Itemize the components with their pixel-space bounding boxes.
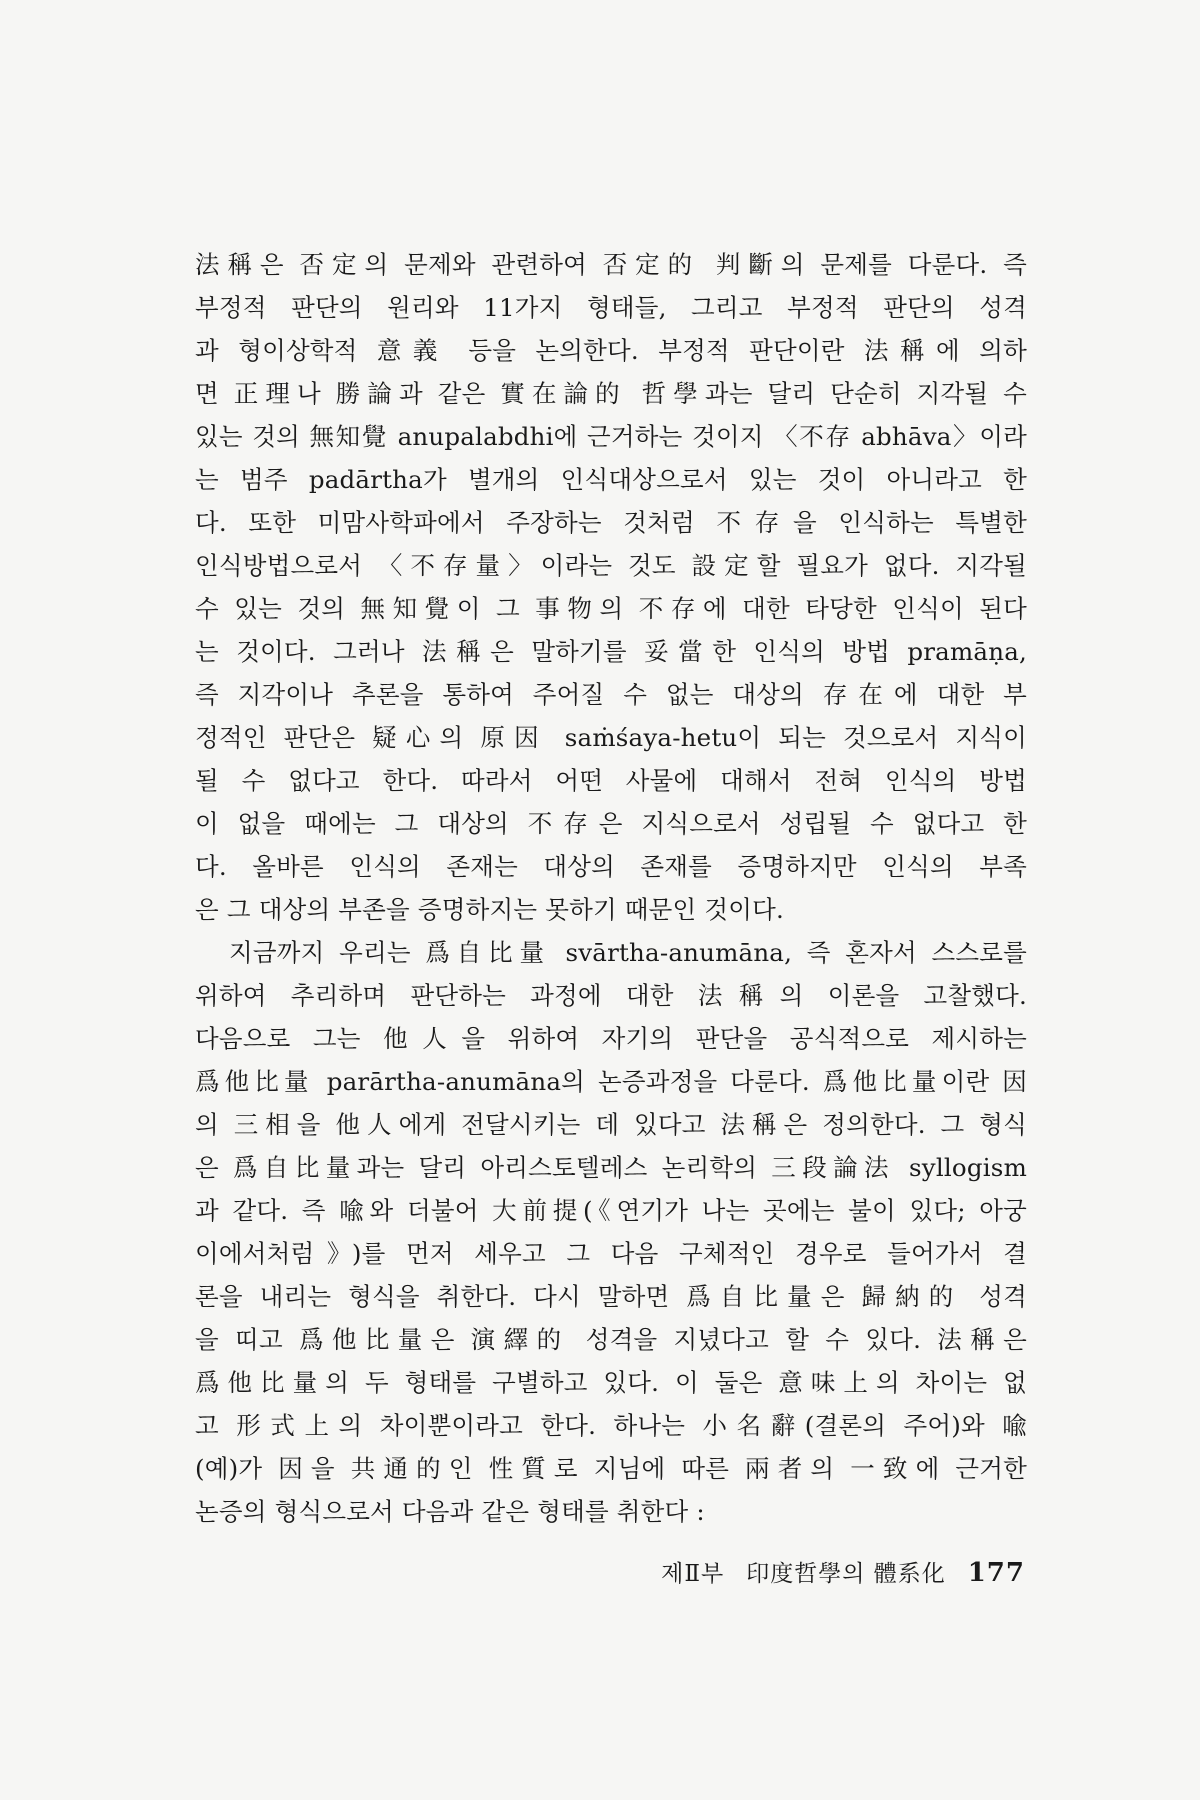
text-line: 즉 지각이나 추론을 통하여 주어질 수 없는 대상의 存在에 대한 부 (195, 680, 1027, 709)
text-line: 의 三相을 他人에게 전달시키는 데 있다고 法稱은 정의한다. 그 형식 (195, 1110, 1027, 1139)
text-line: 는 것이다. 그러나 法稱은 말하기를 妥當한 인식의 방법 pramāṇa, (195, 637, 1027, 666)
text-line: 과 같다. 즉 喩와 더불어 大前提(《연기가 나는 곳에는 불이 있다; 아궁 (195, 1196, 1027, 1225)
text-line: 있는 것의 無知覺 anupalabdhi에 근거하는 것이지 〈不存 abhāva〉이라 (195, 422, 1027, 451)
footer-part: 제Ⅱ부 (661, 1561, 725, 1587)
body-text (195, 243, 1027, 1533)
page-number: 177 (967, 1558, 1025, 1588)
text-line: 부정적 판단의 원리와 11가지 형태들, 그리고 부정적 판단의 성격 (195, 293, 1027, 322)
text-line: 法稱은 否定의 문제와 관련하여 否定的 判斷의 문제를 다룬다. 즉 (195, 250, 1027, 279)
text-line: 는 범주 padārtha가 별개의 인식대상으로서 있는 것이 아니라고 한 (195, 465, 1027, 494)
text-line: 爲他比量의 두 형태를 구별하고 있다. 이 둘은 意味上의 차이는 없 (195, 1368, 1027, 1397)
footer-title: 印度哲學의 體系化 (746, 1561, 946, 1587)
text-line: (예)가 因을 共通的인 性質로 지님에 따른 兩者의 一致에 근거한 (195, 1454, 1027, 1483)
text-line: 다. 또한 미맘사학파에서 주장하는 것처럼 不存을 인식하는 특별한 (195, 508, 1027, 537)
text-line: 爲他比量 parārtha-anumāna의 논증과정을 다룬다. 爲他比量이란 因 (195, 1067, 1027, 1096)
text-line: 은 爲自比量과는 달리 아리스토텔레스 논리학의 三段論法 syllogism (195, 1153, 1027, 1182)
text-line: 정적인 판단은 疑心의 原因 saṁśaya-hetu이 되는 것으로서 지식이 (195, 723, 1027, 752)
text-line: 인식방법으로서 〈不存量〉이라는 것도 設定할 필요가 없다. 지각될 (195, 551, 1027, 580)
text-line: 다음으로 그는 他人을 위하여 자기의 판단을 공식적으로 제시하는 (195, 1024, 1027, 1053)
text-line: 면 正理나 勝論과 같은 實在論的 哲學과는 달리 단순히 지각될 수 (195, 379, 1027, 408)
page-footer (661, 1555, 1025, 1588)
text-line: 수 있는 것의 無知覺이 그 事物의 不存에 대한 타당한 인식이 된다 (195, 594, 1027, 623)
paragraph-first-line: 지금까지 우리는 爲自比量 svārtha-anumāna, 즉 혼자서 스스로를 (229, 938, 1027, 967)
text-line: 을 띠고 爲他比量은 演繹的 성격을 지녔다고 할 수 있다. 法稱은 (195, 1325, 1027, 1354)
text-line: 은 그 대상의 부존을 증명하지는 못하기 때문인 것이다. (195, 895, 784, 924)
text-line: 론을 내리는 형식을 취한다. 다시 말하면 爲自比量은 歸納的 성격 (195, 1282, 1027, 1311)
text-line: 다. 올바른 인식의 존재는 대상의 존재를 증명하지만 인식의 부족 (195, 852, 1027, 881)
text-line: 이 없을 때에는 그 대상의 不存은 지식으로서 성립될 수 없다고 한 (195, 809, 1027, 838)
text-line: 과 형이상학적 意義 등을 논의한다. 부정적 판단이란 法稱에 의하 (195, 336, 1027, 365)
text-line: 이에서처럼》)를 먼저 세우고 그 다음 구체적인 경우로 들어가서 결 (195, 1239, 1027, 1268)
text-line: 논증의 형식으로서 다음과 같은 형태를 취한다 : (195, 1497, 705, 1526)
text-line: 위하여 추리하며 판단하는 과정에 대한 法稱의 이론을 고찰했다. (195, 981, 1027, 1010)
text-line: 고 形式上의 차이뿐이라고 한다. 하나는 小名辭(결론의 주어)와 喩 (195, 1411, 1027, 1440)
text-line: 될 수 없다고 한다. 따라서 어떤 사물에 대해서 전혀 인식의 방법 (195, 766, 1027, 795)
